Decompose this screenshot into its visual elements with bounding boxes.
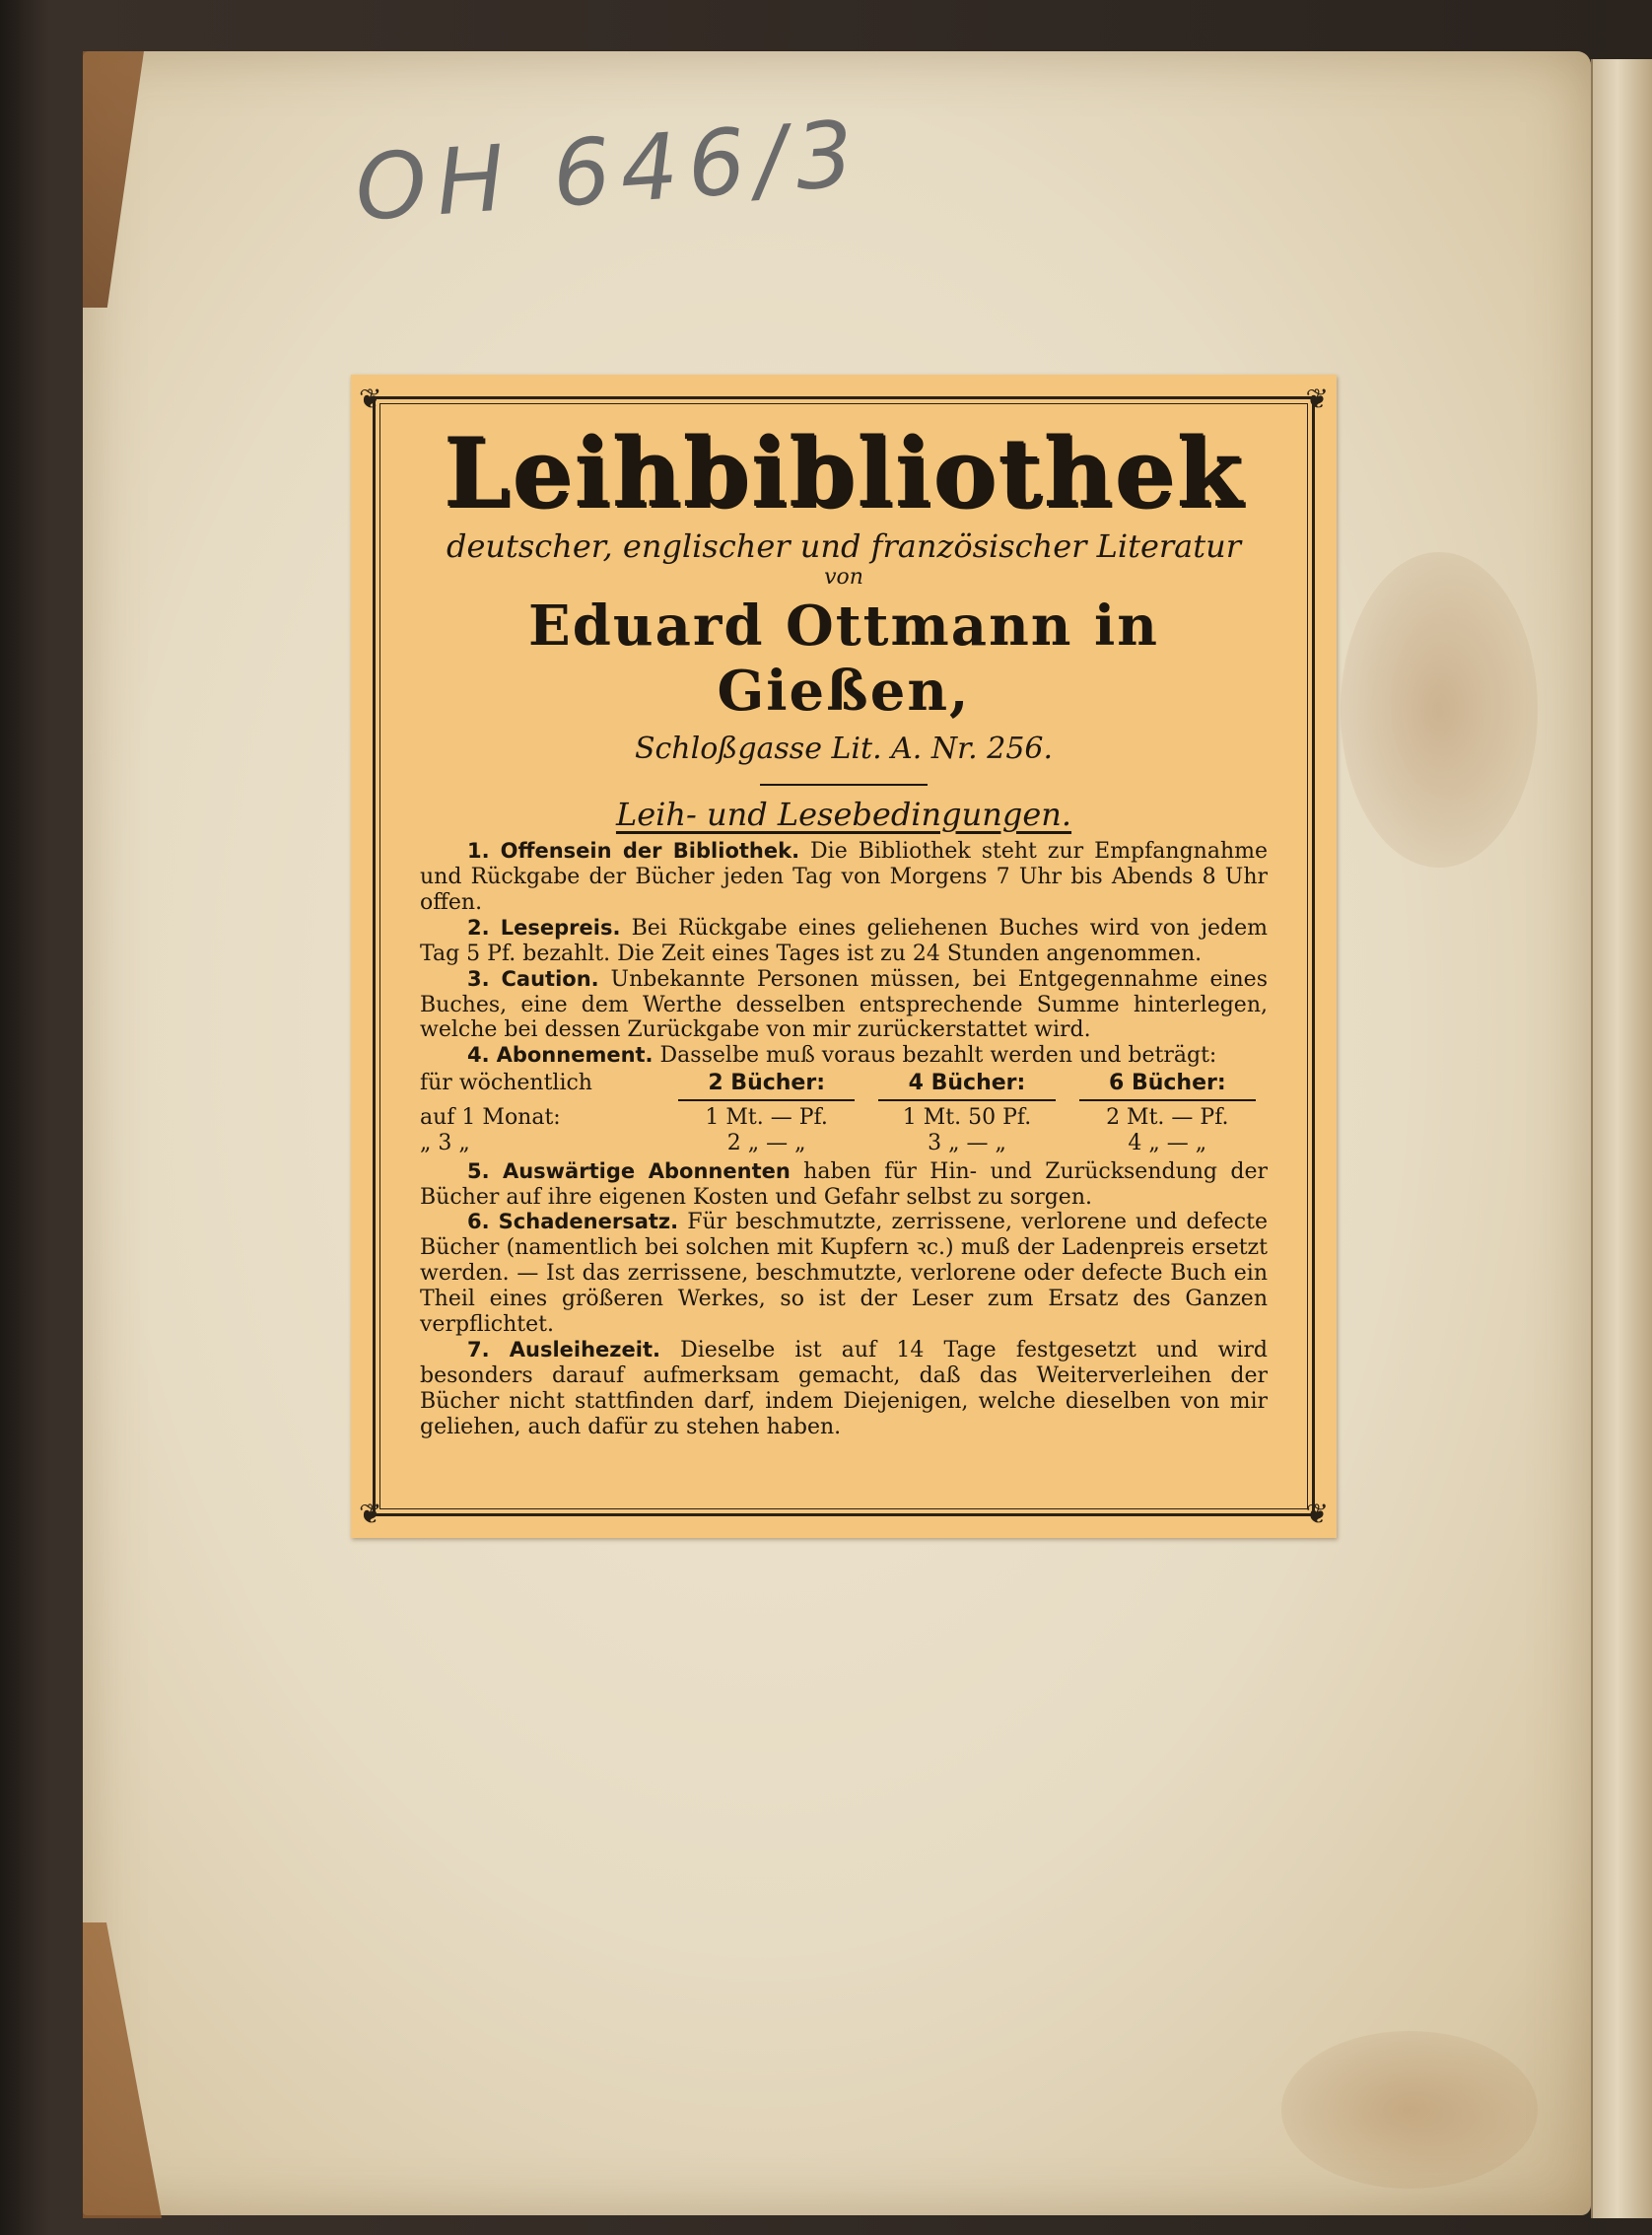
conditions-title: Leih- und Lesebedingungen. [615, 795, 1072, 833]
conditions-list [420, 839, 1268, 1440]
price-header: 4 Bücher: [878, 1071, 1055, 1100]
label-title: Leihbibliothek [443, 417, 1245, 528]
condition-item: 6. Schadenersatz. Für beschmutzte, zerrissene, verlorene und defecte Bücher (namentlich bei solchen mit Kupfern ꝛc.) muß der Ladenpreis ersetzt werden. — Ist das zerrissene, beschmutzte, verlorene oder defecte Buch ein Theil eines größeren Werkes, so ist der Leser zum Ersatz des Ganzen verpflichtet. [420, 1210, 1268, 1338]
price-cell: 2 Mt. — Pf. [1106, 1104, 1229, 1130]
divider [760, 784, 928, 786]
price-header: 2 Bücher: [678, 1071, 855, 1100]
price-cell: 3 „ — „ [928, 1131, 1006, 1156]
price-cell: 1 Mt. 50 Pf. [902, 1104, 1032, 1130]
condition-item: 5. Auswärtige Abonnenten haben für Hin- und Zurücksendung der Bücher auf ihre eigenen Kosten und Gefahr selbst zu sorgen. [420, 1158, 1268, 1210]
ornament-icon: ❦ [359, 383, 382, 415]
price-cell: 1 Mt. — Pf. [705, 1104, 828, 1130]
ornament-icon: ❦ [1305, 383, 1329, 415]
price-cell: 4 „ — „ [1128, 1131, 1207, 1156]
price-row-label: „ 3 „ [420, 1131, 470, 1156]
library-label [351, 375, 1337, 1538]
label-von: von [824, 564, 863, 590]
ornament-icon: ❦ [1305, 1498, 1329, 1530]
condition-item: 4. Abonnement. Dasselbe muß voraus bezahlt werden und beträgt: [467, 1043, 1217, 1069]
label-address: Schloßgasse Lit. A. Nr. 256. [634, 731, 1054, 766]
price-row-label: für wöchentlich [420, 1071, 592, 1096]
price-row-label: auf 1 Monat: [420, 1104, 561, 1130]
label-content [420, 417, 1269, 1440]
book-spine-edge [1591, 59, 1652, 2218]
condition-item: 1. Offensein der Bibliothek. Die Bibliothek steht zur Empfangnahme und Rückgabe der Bücher jeden Tag von Morgens 7 Uhr bis Abends 8 Uhr offen. [420, 838, 1268, 915]
condition-item: 3. Caution. Unbekannte Personen müssen, bei Entgegennahme eines Buches, eine dem Werthe desselben entsprechende Summe hinterlegen, welche bei dessen Zurückgabe von mir zurückerstattet wird. [420, 966, 1268, 1043]
shelfmark-handwritten: OH 646/3 [351, 101, 867, 242]
label-subtitle: deutscher, englischer und französischer Literatur [446, 526, 1242, 565]
label-owner: Eduard Ottmann in Gießen, [528, 593, 1159, 724]
price-cell: 2 „ — „ [726, 1131, 806, 1156]
ornament-icon: ❦ [359, 1498, 382, 1530]
condition-item: 2. Lesepreis. Bei Rückgabe eines geliehenen Buches wird von jedem Tag 5 Pf. bezahlt. Die Zeit eines Tages ist zu 24 Stunden angenommen. [420, 915, 1269, 966]
price-header: 6 Bücher: [1079, 1071, 1256, 1100]
condition-item: 7. Ausleihezeit. Dieselbe ist auf 14 Tage festgesetzt und wird besonders darauf aufmerksam gemacht, daß das Weiterverleihen der Bücher nicht stattfinden darf, indem Diejenigen, welche dieselben von mir geliehen, auch dafür zu stehen haben. [420, 1338, 1268, 1440]
foxing-stain [1341, 552, 1538, 868]
price-table [420, 1071, 1268, 1156]
foxing-stain [1281, 2031, 1538, 2189]
